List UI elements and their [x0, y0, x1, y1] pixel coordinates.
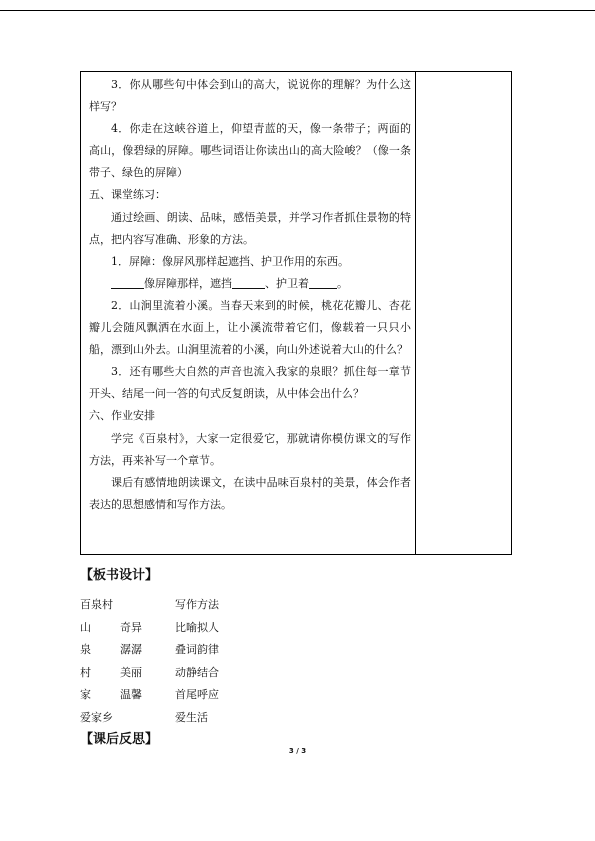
lesson-plan-table — [80, 71, 512, 555]
board-row — [80, 686, 280, 709]
fill-text-2: 、护卫着 — [265, 276, 309, 290]
board-row — [80, 664, 280, 687]
paragraph: 1．屏障：像屏风那样起遮挡、护卫作用的东西。 — [111, 254, 349, 268]
reflection-heading: 【课后反思】 — [80, 732, 159, 747]
blank-line — [232, 277, 265, 289]
blank-line — [111, 277, 144, 289]
blank-line — [309, 277, 337, 289]
board-cell: 泉 — [80, 643, 91, 656]
board-cell: 家 — [80, 688, 91, 701]
board-cell: 爱生活 — [175, 710, 208, 724]
section-heading: 五、课堂练习： — [89, 188, 166, 202]
board-cell: 首尾呼应 — [175, 688, 219, 701]
header-rule — [0, 10, 595, 11]
section-heading: 六、作业安排 — [89, 409, 155, 423]
board-cell: 比喻拟人 — [175, 620, 219, 634]
board-cell: 爱家乡 — [80, 710, 113, 724]
fill-text-3: 。 — [337, 276, 348, 290]
board-row — [80, 596, 280, 619]
paragraph: 3．还有哪些大自然的声音也流入我家的泉眼？抓住每一章节开头、结尾一问一答的句式反复朗读，从中体会出什么？ — [89, 365, 411, 401]
paragraph: 3．你从哪些句中体会到山的高大，说说你的理解？为什么这样写？ — [89, 78, 411, 114]
board-row — [80, 641, 280, 664]
paragraph: 通过绘画、朗读、品味，感悟美景，并学习作者抓住景物的特点，把内容写准确、形象的方法。 — [89, 210, 411, 246]
board-cell: 奇异 — [120, 620, 142, 634]
board-cell: 村 — [80, 665, 91, 679]
paragraph: 学完《百泉村》，大家一定很爱它，那就请你模仿课文的写作方法，再来补写一个章节。 — [89, 431, 411, 467]
board-cell: 山 — [80, 620, 91, 634]
board-cell: 百泉村 — [80, 598, 113, 611]
fill-text-1: 像屏障那样，遮挡 — [144, 276, 232, 290]
fill-in-line — [89, 273, 411, 295]
board-row — [80, 619, 280, 642]
board-cell: 潺潺 — [120, 643, 142, 656]
page-number: 3 / 3 — [288, 747, 307, 755]
board-cell: 动静结合 — [175, 665, 219, 679]
board-cell: 美丽 — [120, 665, 142, 679]
board-cell: 温馨 — [120, 688, 142, 701]
table-column-divider — [415, 72, 416, 554]
board-design-heading: 【板书设计】 — [80, 568, 159, 583]
paragraph: 课后有感情地朗读课文，在读中品味百泉村的美景，体会作者表达的思想感情和写作方法。 — [89, 475, 411, 511]
board-cell: 写作方法 — [175, 598, 219, 611]
board-design — [80, 596, 280, 731]
paragraph: 4．你走在这峡谷道上，仰望青蓝的天，像一条带子；两面的高山，像碧绿的屏障。哪些词语让你读出山的高大险峻？（像一条带子、绿色的屏障） — [89, 122, 411, 180]
table-content-cell — [89, 74, 411, 516]
paragraph: 2．山涧里流着小溪。当春天来到的时候，桃花花瓣儿、杏花瓣儿会随风飘洒在水面上，让小溪流带着它们，像载着一只只小船，漂到山外去。山涧里流着的小溪，向山外述说着大山的什么？ — [89, 298, 411, 357]
board-cell: 叠词韵律 — [175, 643, 219, 656]
